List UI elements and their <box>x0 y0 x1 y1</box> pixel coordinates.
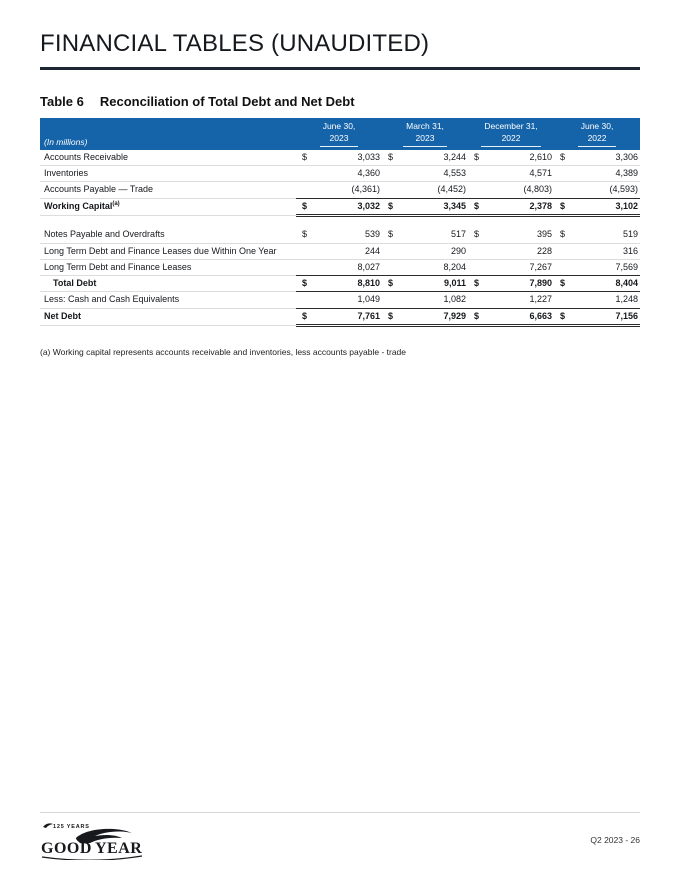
value-cell: 290 <box>412 243 468 259</box>
dollar-sign-cell <box>382 243 412 259</box>
dollar-sign-cell <box>554 166 584 182</box>
table-row <box>40 198 640 215</box>
dollar-sign-cell: $ <box>468 308 498 325</box>
in-millions-label: (In millions) <box>44 136 88 147</box>
value-cell: 3,033 <box>326 150 382 166</box>
row-label: Net Debt <box>40 308 296 325</box>
wing-icon <box>43 823 53 828</box>
dollar-sign-cell: $ <box>382 227 412 243</box>
goodyear-wingfoot-icon <box>40 820 144 860</box>
value-cell: 4,571 <box>498 166 554 182</box>
value-cell: 395 <box>498 227 554 243</box>
table-row <box>40 150 640 166</box>
debt-reconciliation-table <box>40 118 640 327</box>
dollar-sign-cell <box>382 292 412 308</box>
value-cell: 1,248 <box>584 292 640 308</box>
footnote: (a) Working capital represents accounts receivable and inventories, less accounts payable - trade <box>40 346 407 357</box>
value-cell: 7,569 <box>584 259 640 275</box>
value-cell: 517 <box>412 227 468 243</box>
table-caption <box>40 94 640 109</box>
table-row <box>40 308 640 325</box>
value-cell: 3,306 <box>584 150 640 166</box>
page-footer <box>40 812 640 860</box>
dollar-sign-cell <box>296 292 326 308</box>
dollar-sign-cell: $ <box>468 198 498 215</box>
value-cell: 4,553 <box>412 166 468 182</box>
value-cell: 2,378 <box>498 198 554 215</box>
dollar-sign-cell <box>468 292 498 308</box>
value-cell: 7,929 <box>412 308 468 325</box>
table-row <box>40 182 640 198</box>
dollar-sign-cell <box>468 243 498 259</box>
footnote-marker: (a) <box>112 201 120 208</box>
table-caption-number: Table 6 <box>40 94 84 109</box>
dollar-sign-cell <box>296 182 326 198</box>
value-cell: 4,360 <box>326 166 382 182</box>
dollar-sign-cell <box>296 166 326 182</box>
logo-year-text: YEAR <box>95 840 143 857</box>
row-label: Total Debt <box>40 276 296 292</box>
value-cell: (4,593) <box>584 182 640 198</box>
value-cell: 3,244 <box>412 150 468 166</box>
dollar-sign-cell <box>382 259 412 275</box>
dollar-sign-cell <box>296 243 326 259</box>
value-cell: 539 <box>326 227 382 243</box>
dollar-sign-cell: $ <box>296 227 326 243</box>
title-rule <box>40 67 640 70</box>
dollar-sign-cell <box>468 182 498 198</box>
value-cell: 519 <box>584 227 640 243</box>
column-header-jun-2023: June 30, 2023 <box>296 118 382 150</box>
value-cell: 3,102 <box>584 198 640 215</box>
column-header-jun-2022: June 30, 2022 <box>554 118 640 150</box>
dollar-sign-cell: $ <box>468 150 498 166</box>
dollar-sign-cell: $ <box>468 227 498 243</box>
row-label: Accounts Payable — Trade <box>40 182 296 198</box>
value-cell: 228 <box>498 243 554 259</box>
value-cell: 7,267 <box>498 259 554 275</box>
dollar-sign-cell <box>554 292 584 308</box>
value-cell: 2,610 <box>498 150 554 166</box>
table-row <box>40 166 640 182</box>
spacer-cell <box>40 215 640 227</box>
value-cell: 1,049 <box>326 292 382 308</box>
dollar-sign-cell: $ <box>382 198 412 215</box>
row-label: Long Term Debt and Finance Leases <box>40 259 296 275</box>
value-cell: 7,761 <box>326 308 382 325</box>
table-row <box>40 227 640 243</box>
table-row <box>40 259 640 275</box>
goodyear-logo <box>40 820 144 860</box>
table-caption-text: Reconciliation of Total Debt and Net Debt <box>99 94 355 109</box>
value-cell: 1,082 <box>412 292 468 308</box>
logo-years-text: 125 YEARS <box>53 824 90 830</box>
dollar-sign-cell: $ <box>554 150 584 166</box>
dollar-sign-cell <box>554 259 584 275</box>
table-row <box>40 292 640 308</box>
dollar-sign-cell: $ <box>296 150 326 166</box>
dollar-sign-cell <box>468 166 498 182</box>
value-cell: 9,011 <box>412 276 468 292</box>
column-header-mar-2023: March 31, 2023 <box>382 118 468 150</box>
dollar-sign-cell: $ <box>382 308 412 325</box>
row-label: Less: Cash and Cash Equivalents <box>40 292 296 308</box>
table-row <box>40 243 640 259</box>
row-label: Working Capital$^{(a)}$ <box>40 198 296 215</box>
row-label: Long Term Debt and Finance Leases due Within One Year <box>40 243 296 259</box>
page-reference: Q2 2023 - 26 <box>590 835 640 845</box>
value-cell: (4,803) <box>498 182 554 198</box>
row-label: Notes Payable and Overdrafts <box>40 227 296 243</box>
row-label: Accounts Receivable <box>40 150 296 166</box>
value-cell: 8,027 <box>326 259 382 275</box>
value-cell: 244 <box>326 243 382 259</box>
value-cell: 8,810 <box>326 276 382 292</box>
value-cell: 7,890 <box>498 276 554 292</box>
value-cell: 4,389 <box>584 166 640 182</box>
value-cell: 1,227 <box>498 292 554 308</box>
column-header-dec-2022: December 31, 2022 <box>468 118 554 150</box>
logo-good-text: GOOD <box>41 840 92 857</box>
value-cell: (4,452) <box>412 182 468 198</box>
value-cell: (4,361) <box>326 182 382 198</box>
dollar-sign-cell: $ <box>296 198 326 215</box>
dollar-sign-cell <box>468 259 498 275</box>
dollar-sign-cell <box>382 166 412 182</box>
dollar-sign-cell <box>296 259 326 275</box>
dollar-sign-cell: $ <box>554 276 584 292</box>
value-cell: 8,204 <box>412 259 468 275</box>
dollar-sign-cell: $ <box>554 308 584 325</box>
dollar-sign-cell: $ <box>382 276 412 292</box>
spacer-row <box>40 215 640 227</box>
dollar-sign-cell <box>554 243 584 259</box>
dollar-sign-cell <box>382 182 412 198</box>
value-cell: 3,032 <box>326 198 382 215</box>
table-header-row <box>40 118 640 150</box>
value-cell: 6,663 <box>498 308 554 325</box>
value-cell: 7,156 <box>584 308 640 325</box>
value-cell: 3,345 <box>412 198 468 215</box>
row-label: Inventories <box>40 166 296 182</box>
value-cell: 316 <box>584 243 640 259</box>
dollar-sign-cell: $ <box>554 198 584 215</box>
dollar-sign-cell: $ <box>468 276 498 292</box>
dollar-sign-cell: $ <box>296 308 326 325</box>
page-title: FINANCIAL TABLES (UNAUDITED) <box>40 30 430 57</box>
in-millions-header <box>40 118 296 150</box>
value-cell: 8,404 <box>584 276 640 292</box>
table-row <box>40 276 640 292</box>
dollar-sign-cell: $ <box>554 227 584 243</box>
dollar-sign-cell <box>554 182 584 198</box>
dollar-sign-cell: $ <box>296 276 326 292</box>
dollar-sign-cell: $ <box>382 150 412 166</box>
